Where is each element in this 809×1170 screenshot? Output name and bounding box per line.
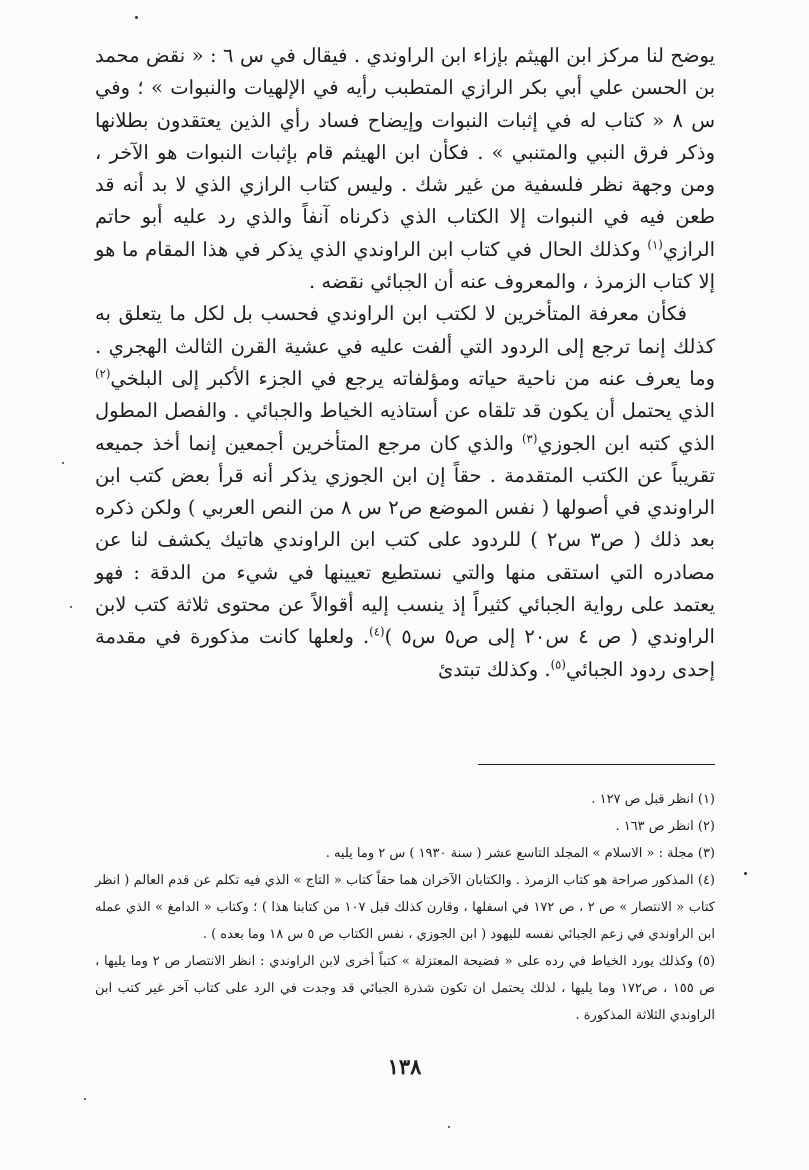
footnote-ref-1: (١) [647, 237, 663, 252]
footnotes [95, 786, 715, 1029]
scan-speck [62, 462, 64, 464]
footnote-3: (٣) مجلة : « الاسلام » المجلد التاسع عشر ( سنة ١٩٣٠ ) س ٢ وما يليه . [325, 846, 715, 861]
scan-speck [448, 1126, 450, 1128]
paragraph-2 [95, 298, 715, 686]
page-number: ١٣٨ [387, 1054, 422, 1079]
scan-speck [84, 1098, 86, 1100]
footnote-ref-5: (٥) [550, 657, 566, 672]
footnote-2: (٢) انظر ص ١٦٣ . [615, 819, 715, 834]
paragraph-2-text-e: . وكذلك تبتدئ [437, 657, 551, 681]
paragraph-2-text-d: . ولعلها كانت مذكورة في مقدمة إحدى ردود الجبائي [95, 625, 715, 681]
paragraph-1-text: يوضح لنا مركز ابن الهيثم بإزاء ابن الراوندي . فيقال في س ٦ : « نقض محمد بن الحسن علي أبي بكر الرازي المتطبب رأيه في الإلهيات والنبوات » ؛ وفي س ٨ « كتاب له في إثبات النبوات وإيضاح فساد رأي الذين يعتقدون بطلانها وذكر فرق النبي والمتنبي » . فكأن ابن الهيثم قام بإثبات النبوات هو الآخر ، ومن وجهة نظر فلسفية من غير شك . وليس كتاب الرازي الذي لا بد أنه قد طعن فيه في النبوات إلا الكتاب الذي ذكرناه آنفاً والذي رد عليه أبو حاتم الرازي [95, 44, 715, 261]
paragraph-2-text-b: الذي يحتمل أن يكون قد تلقاه عن أستاذيه الخياط والجبائي . والفصل المطول الذي كتبه ابن الجوزي [95, 399, 715, 455]
scan-speck [70, 606, 72, 608]
footnote-ref-3: (٣) [521, 431, 538, 446]
footnote-4: (٤) المذكور صراحة هو كتاب الزمرذ . والكتابان الآخران هما حقاً كتاب « التاج » الذي فيه تكلم عن قدم العالم ( انظر كتاب « الانتصار » ص ٢ ، ص ١٧٢ في اسفلها ، وقارن كذلك قبل ١٠٧ من كتابنا هذا ) ؛ وكتاب « الدامغ » الذي عمله ابن الراوندي في زعم الجبائي نفسه لليهود ( ابن الجوزي ، نفس الكتاب ص ٥ س ١٨ وما بعده ) . [95, 873, 716, 942]
footnote-ref-4: (٤) [369, 624, 385, 639]
body-text [95, 40, 715, 686]
footnote-divider [478, 764, 715, 765]
paragraph-1-tail: وكذلك الحال في كتاب ابن الراوندي الذي يذكر في هذا المقام ما هو إلا كتاب الزمرذ ، والمعروف عنه أن الجبائي نقضه . [95, 237, 715, 294]
scan-speck [744, 872, 747, 875]
footnote-ref-2: (٢) [95, 366, 111, 381]
scan-speck [135, 16, 138, 19]
footnote-1: (١) انظر قبل ص ١٢٧ . [591, 792, 715, 807]
paragraph-2-text-a: فكأن معرفة المتأخرين لا لكتب ابن الراوندي فحسب بل لكل ما يتعلق به كذلك إنما ترجع إلى الردود التي ألفت عليه في عشية القرن الثالث الهجري . وما يعرف عنه من ناحية حياته ومؤلفاته يرجع في الجزء الأكبر إلى البلخي [95, 302, 715, 390]
paragraph-1 [95, 40, 715, 298]
footnote-5: (٥) وكذلك يورد الخياط في رده على « فضيحة المعتزلة » كتباً أخرى لابن الراوندي : انظر الانتصار ص ٢ وما يليها ، ص ١٥٥ ، ص١٧٢ وما يليها ، لذلك يحتمل ان تكون شذرة الجبائي قد وجدت في الرد على كتاب آخر غير كتب ابن الراوندي الثلاثة المذكورة . [95, 954, 716, 1023]
paragraph-2-text-c: والذي كان مرجع المتأخرين أجمعين إنما أخذ جميعه تقريباً عن الكتب المتقدمة . حقاً إن ابن الجوزي يذكر أنه قرأ بعض كتب ابن الراوندي في أصولها ( نفس الموضع ص٢ س ٨ من النص العربي ) ولكن ذكره بعد ذلك ( ص٣ س٢ ) للردود على كتب ابن الراوندي هاتيك يكشف لنا عن مصادره التي استقى منها والتي نستطيع تعيينها في شيء من الدقة : فهو يعتمد على رواية الجبائي كثيراً إذ ينسب إليه أقوالاً عن محتوى ثلاثة كتب لابن الراوندي ( ص ٤ س٢٠ إلى ص٥ س٥ ) [95, 431, 715, 649]
